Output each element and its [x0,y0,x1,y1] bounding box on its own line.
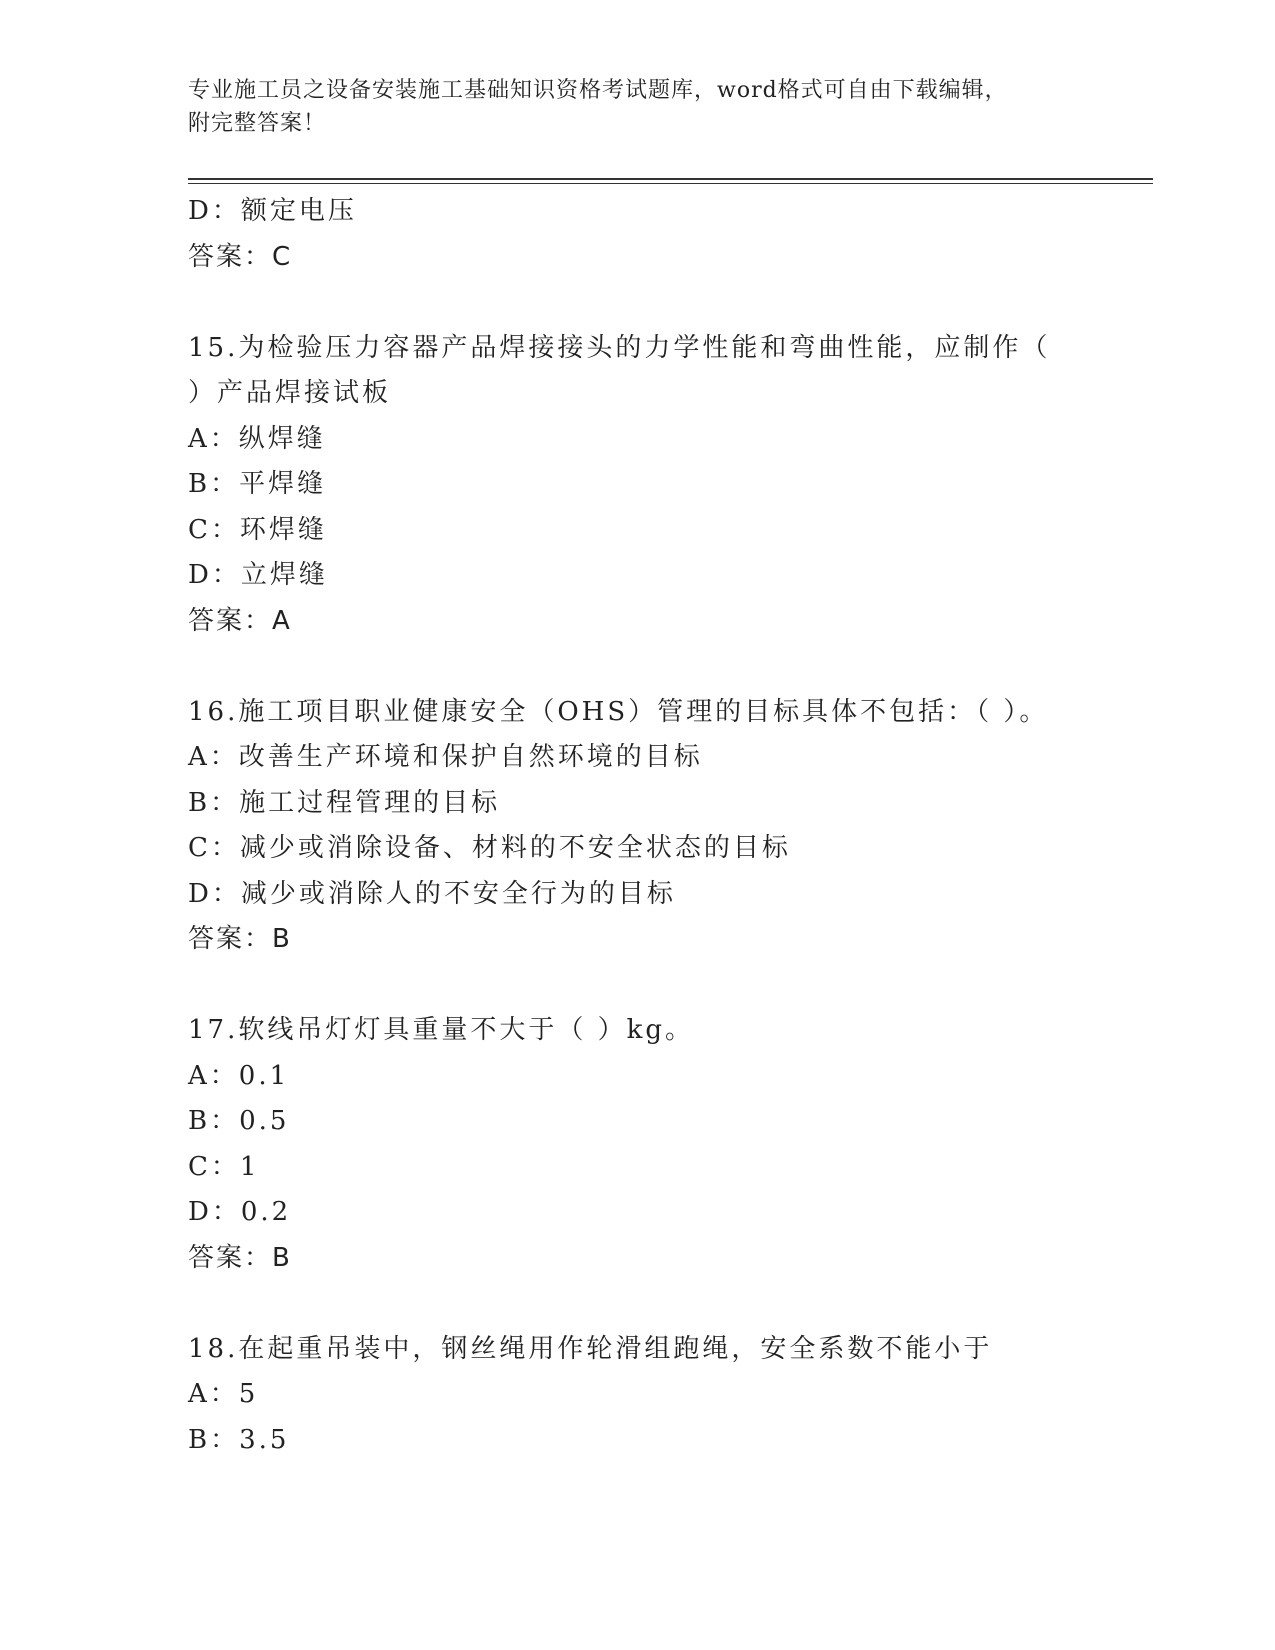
answer-line: 答案：A [188,605,292,636]
header-divider-thick [188,178,1153,180]
option-d: D：减少或消除人的不安全行为的目标 [188,878,676,909]
option-d: D：立焊缝 [188,560,328,590]
option-b: B：平焊缝 [188,469,327,499]
spacer [188,963,1138,1009]
answer-line: 答案：C [188,241,293,272]
option-c: C：环焊缝 [188,514,327,545]
option-a: A：纵焊缝 [188,423,326,454]
page-header [188,74,1088,140]
option-a: A：改善生产环境和保护自然环境的目标 [188,742,703,772]
question-17 [188,1008,1138,1281]
answer-line: 答案：B [188,1242,292,1273]
question-16 [188,690,1138,963]
spacer [188,280,1138,326]
option-d: D：0.2 [188,1197,292,1227]
spacer [188,1281,1138,1327]
option-c: C：1 [188,1151,260,1182]
question-stem: 15.为检验压力容器产品焊接接头的力学性能和弯曲性能，应制作（ [188,332,1051,363]
question-stem: ）产品焊接试板 [188,378,392,408]
option-a: A：5 [188,1379,259,1409]
question-stem: 17.软线吊灯灯具重量不大于（ ）kg。 [188,1015,695,1045]
question-18 [188,1327,1138,1464]
option-b: B：3.5 [188,1424,290,1455]
header-line-2: 附完整答案！ [188,111,327,136]
option-b: B：施工过程管理的目标 [188,787,501,818]
spacer [188,644,1138,690]
header-divider-thin [188,183,1153,184]
header-line-1: 专业施工员之设备安装施工基础知识资格考试题库，word格式可自由下载编辑， [188,78,1008,103]
option-d: D：额定电压 [188,196,357,226]
question-stem: 16.施工项目职业健康安全（OHS）管理的目标具体不包括：（ ）。 [188,696,1049,727]
question-15 [188,326,1138,645]
question-stem: 18.在起重吊装中，钢丝绳用作轮滑组跑绳，安全系数不能小于 [188,1333,993,1364]
option-c: C：减少或消除设备、材料的不安全状态的目标 [188,833,791,863]
option-a: A：0.1 [188,1060,290,1091]
option-b: B：0.5 [188,1106,290,1136]
question-list [188,189,1138,1463]
answer-line: 答案：B [188,924,292,954]
